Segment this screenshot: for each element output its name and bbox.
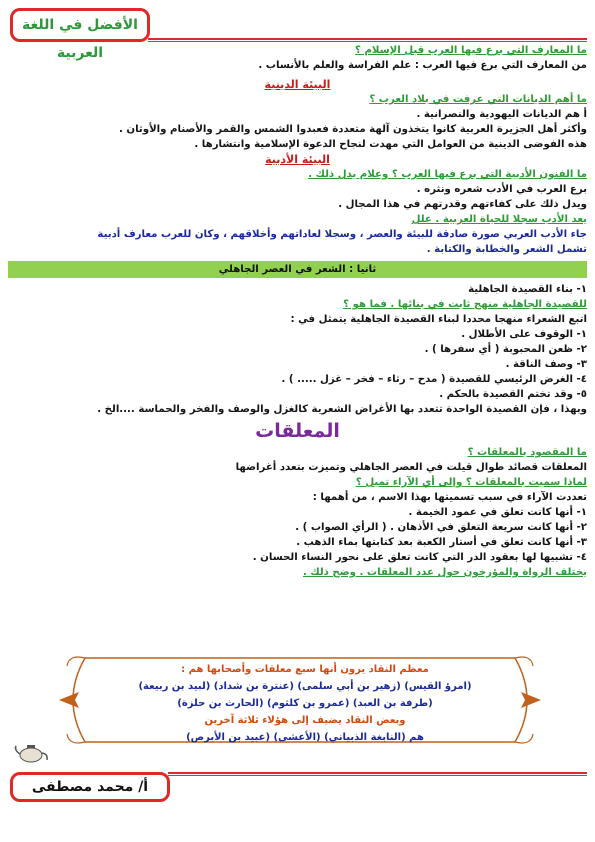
document-body: [8, 43, 587, 580]
question-line: يعد الأدب سجلا للحياة العربية . علل: [411, 214, 587, 225]
text-line: ٥- وقد تختم القصيدة بالحكم .: [439, 389, 587, 400]
author-box: أ/ محمد مصطفى: [10, 772, 170, 802]
footer-rule-blue: [168, 775, 587, 776]
text-line: ٤- الغرض الرئيسي للقصيدة ( مدح – رثاء – فخر – غزل ..... ) .: [281, 374, 587, 385]
teapot-icon: [12, 740, 50, 764]
text-line: ويدل ذلك على كفاءتهم وقدرتهم في هذا المجال .: [338, 199, 587, 210]
text-line: اتبع الشعراء منهجا محددا لبناء القصيدة الجاهلية يتمثل في :: [290, 314, 587, 325]
question-line: للقصيدة الجاهلية منهج ثابت في بنائها . فما هو ؟: [343, 299, 587, 310]
box-line-5: هم (النابغة الذبياني) (الأعشى) (عبيد بن الأبرص): [186, 732, 424, 743]
question-line: ما الفنون الأدبية التي برع فيها العرب ؟ وعلام يدل ذلك .: [308, 169, 587, 180]
text-line: برع العرب في الأدب شعره ونثره .: [416, 184, 587, 195]
text-line: جاء الأدب العربي صورة صادقة للبيئة والعصر ، وسجلا لعاداتهم وأخلاقهم ، وكان للعرب معارف أدبية: [97, 229, 587, 240]
text-line: تعددت الآراء في سبب تسميتها بهذا الاسم ، من أهمها :: [312, 492, 587, 503]
question-line: ما المعارف التي برع فيها العرب قبل الإسلام ؟: [355, 45, 587, 56]
box-line-3: (طرفة بن العبد) (عمرو بن كلثوم) (الحارث بن حلزة): [177, 698, 433, 709]
subsection-heading: البيئة الدينية: [264, 78, 331, 91]
question-line: ما المقصود بالمعلقات ؟: [467, 447, 587, 458]
text-line: المعلقات قصائد طوال قيلت في العصر الجاهلي وتميزت بتعدد أغراضها: [235, 462, 587, 473]
question-line: ما أهم الديانات التي عرفت في بلاد العرب ؟: [369, 94, 587, 105]
text-line: ٣- أنها كانت تعلق في أستار الكعبة بعد كتابتها بماء الذهب .: [296, 537, 587, 548]
question-line: يختلف الرواة والمؤرخون حول عدد المعلقات . وضح ذلك .: [302, 567, 587, 578]
text-line: ١- أنها كانت تعلق في عمود الخيمة .: [408, 507, 587, 518]
brand-box: الأفضل في اللغة العربية: [10, 8, 150, 42]
question-line: لماذا سميت بالمعلقات ؟ وإلى أي الآراء تميل ؟: [355, 477, 587, 488]
text-line: ٤- تشبيها لها بعقود الدر التي كانت تعلق على نحور النساء الحسان .: [252, 552, 587, 563]
box-line-2: (امرؤ القيس) (زهير بن أبي سلمى) (عنترة بن شداد) (لبيد بن ربيعة): [138, 681, 472, 692]
text-line: ٢- أنها كانت سريعة التعلق في الأذهان . ( الرأي الصواب ) .: [295, 522, 587, 533]
section-banner: ثانيا : الشعر في العصر الجاهلي: [8, 261, 587, 278]
text-line: هذه الفوضى الدينية من العوامل التي مهدت لنجاح الدعوة الإسلامية وانتشارها .: [194, 139, 587, 150]
subsection-heading: البيئة الأدبية: [265, 153, 330, 166]
text-line: تشمل الشعر والخطابة والكتابة .: [426, 244, 587, 255]
text-line: وأكثر أهل الجزيرة العربية كانوا يتخذون آلهة متعددة فعبدوا الشمس والقمر والأصنام والأوثان .: [118, 124, 587, 135]
header-rule: [148, 38, 587, 40]
header-rule-blue: [148, 41, 587, 42]
text-line: أ هم الديانات اليهودية والنصرانية .: [416, 109, 587, 120]
box-line-4: وبعض النقاد يضيف إلى هؤلاء ثلاثة آخرين: [204, 715, 406, 726]
footer-rule: [168, 772, 587, 774]
section-title: المعلقات: [255, 420, 340, 442]
text-line: ٢- ظعن المحبوبة ( أي سفرها ) .: [424, 344, 587, 355]
text-line: ٣- وصف الناقة .: [505, 359, 587, 370]
text-line: من المعارف التي برع فيها العرب : علم الفراسة والعلم بالأنساب .: [258, 60, 587, 71]
text-line: ١- الوقوف على الأطلال .: [461, 329, 587, 340]
box-line-1: معظم النقاد يرون أنها سبع معلقات وأصحابها هم :: [181, 664, 429, 675]
text-line: ١- بناء القصيدة الجاهلية: [468, 284, 587, 295]
text-line: وبهذا ، فإن القصيدة الواحدة تتعدد بها الأغراض الشعرية كالغزل والوصف والفخر والحماسة ....الخ .: [97, 404, 587, 415]
